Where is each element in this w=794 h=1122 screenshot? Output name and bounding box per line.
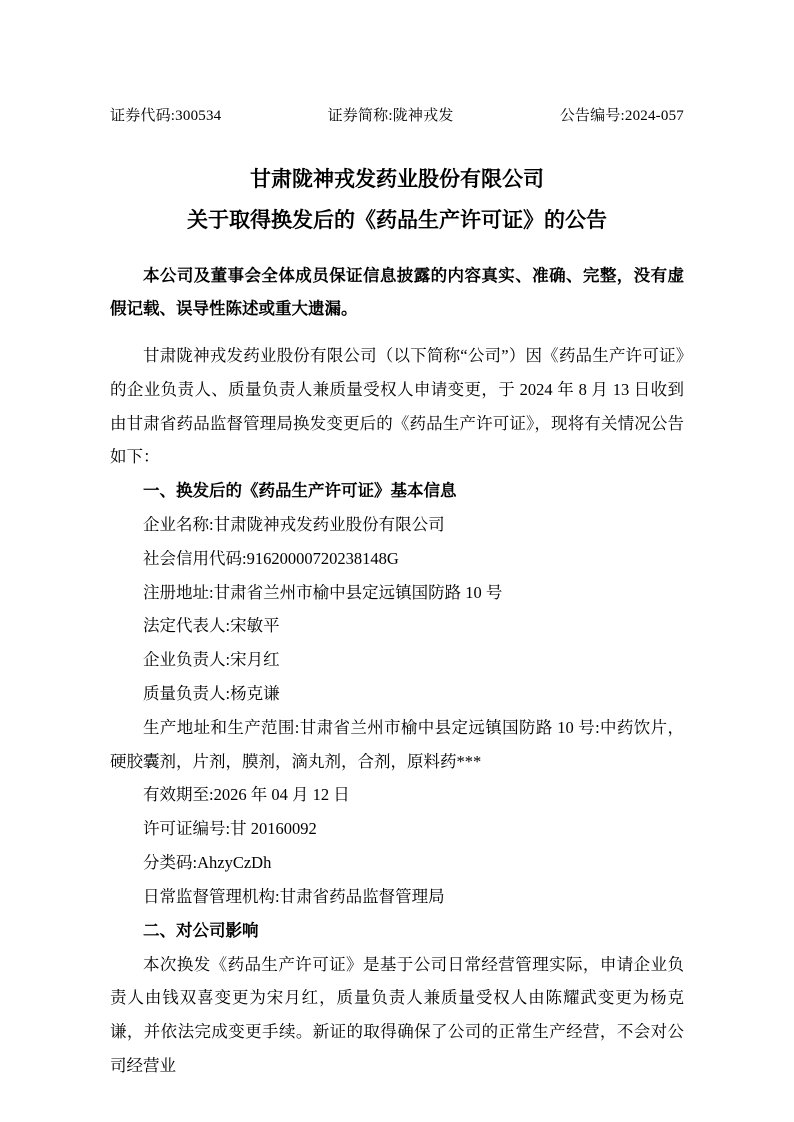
field-value: 甘肃陇神戎发药业股份有限公司 xyxy=(213,514,445,534)
field-value: 甘肃省兰州市榆中县定远镇国防路 10 号 xyxy=(213,582,503,602)
field-label: 分类码: xyxy=(143,853,198,873)
field-valid-until xyxy=(110,778,684,812)
field-value: 甘肃省药品监督管理局 xyxy=(279,886,445,906)
field-registered-address xyxy=(110,576,684,610)
field-label: 质量负责人: xyxy=(143,684,231,703)
intro-paragraph: 甘肃陇神戎发药业股份有限公司（以下简称“公司”）因《药品生产许可证》的企业负责人、质量负责人兼质量受权人申请变更，于 2024 年 8 月 13 日收到由甘肃省药品监督管理局换发变更后的《药品生产许可证》，现将有关情况公告如下： xyxy=(110,345,684,467)
section-two-paragraph: 本次换发《药品生产许可证》是基于公司日常经营管理实际，申请企业负责人由钱双喜变更为宋月红，质量负责人兼质量受权人由陈耀武变更为杨克谦，并依法完成变更手续。新证的取得确保了公司的正常生产经营，不会对公司经营业 xyxy=(110,954,684,1075)
field-value: 2026 年 04 月 12 日 xyxy=(213,785,350,805)
field-value: AhzyCzDh xyxy=(197,853,272,873)
field-label: 有效期至: xyxy=(143,785,214,805)
section-one-heading: 一、换发后的《药品生产许可证》基本信息 xyxy=(143,481,457,501)
field-label: 日常监督管理机构: xyxy=(143,886,280,906)
field-quality-manager xyxy=(110,677,684,711)
field-label: 注册地址: xyxy=(143,582,214,602)
announcement-number: 公告编号:2024-057 xyxy=(559,108,684,124)
field-enterprise-manager xyxy=(110,643,684,677)
field-supervisory-authority xyxy=(110,880,684,914)
field-legal-representative xyxy=(110,609,684,643)
security-code: 证券代码:300534 xyxy=(110,108,222,124)
field-value: 宋月红 xyxy=(230,650,280,670)
field-value: 甘 20160092 xyxy=(230,819,317,839)
title-line-company: 甘肃陇神戎发药业股份有限公司 xyxy=(250,167,544,191)
field-label: 法定代表人: xyxy=(143,616,231,636)
field-company-name xyxy=(110,508,684,542)
field-label: 许可证编号: xyxy=(143,819,231,839)
page-title xyxy=(110,159,684,241)
disclosure-statement: 本公司及董事会全体成员保证信息披露的内容真实、准确、完整，没有虚假记载、误导性陈述或重大遗漏。 xyxy=(110,265,684,318)
field-value: 宋敏平 xyxy=(230,616,280,636)
field-value: 杨克谦 xyxy=(230,684,280,703)
security-name: 证券简称:陇神戎发 xyxy=(327,108,454,124)
section-two-heading: 二、对公司影响 xyxy=(143,920,259,940)
field-label: 社会信用代码: xyxy=(143,548,247,568)
title-line-subject: 关于取得换发后的《药品生产许可证》的公告 xyxy=(187,207,607,232)
document-header xyxy=(110,104,684,125)
field-classification-code xyxy=(110,846,684,880)
field-label: 企业名称: xyxy=(143,514,214,534)
field-credit-code xyxy=(110,542,684,576)
field-label: 生产地址和生产范围: xyxy=(143,717,300,737)
field-label: 企业负责人: xyxy=(143,650,231,670)
field-license-number xyxy=(110,812,684,846)
field-value: 甘肃省兰州市榆中县定远镇国防路 10 号:中药饮片，硬胶囊剂，片剂，膜剂，滴丸剂，合剂，原料药*** xyxy=(110,717,684,771)
field-production-address-scope xyxy=(110,711,684,779)
field-value: 91620000720238148G xyxy=(246,548,399,568)
